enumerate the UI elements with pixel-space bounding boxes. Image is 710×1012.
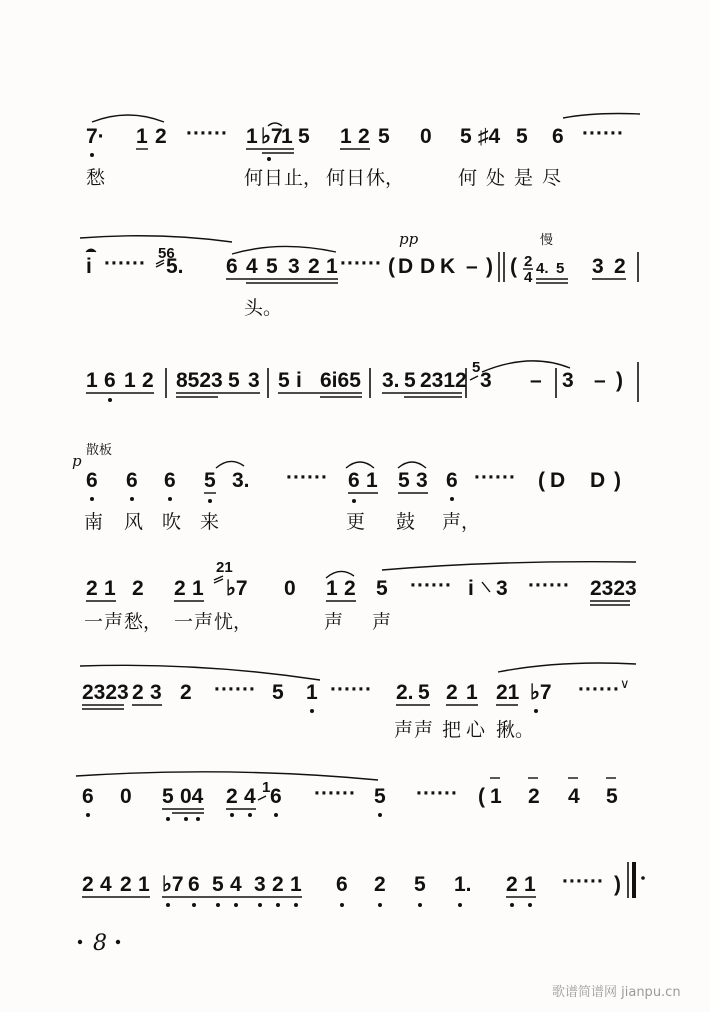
note: 3 <box>562 369 574 392</box>
note: 5 <box>272 681 284 704</box>
note: 6 <box>446 469 458 492</box>
lyric: 头。 <box>244 297 283 319</box>
note: 5 <box>378 125 390 148</box>
note: 2 <box>132 681 144 704</box>
note: 1 <box>326 577 338 600</box>
note: 5. <box>166 255 184 278</box>
note: 6 <box>270 785 282 808</box>
note: ······ <box>474 466 516 489</box>
note: 2 <box>82 873 94 896</box>
note: 6 <box>86 469 98 492</box>
note: 4 <box>246 255 258 278</box>
score-row-5 <box>84 559 637 633</box>
note: 1 <box>340 125 352 148</box>
lyric: 愁 <box>86 167 106 189</box>
note: ( <box>538 469 545 492</box>
dynamic-marking-p: p <box>72 452 82 470</box>
lyric: 何 <box>326 167 346 189</box>
note: 2 <box>226 785 238 808</box>
note: 2 <box>272 873 284 896</box>
note: 2312 <box>420 369 467 392</box>
lyric: 声 <box>394 719 414 741</box>
note: 5 <box>278 369 290 392</box>
lyric: 声 <box>324 611 344 633</box>
note: 5 <box>606 785 618 808</box>
note: ♭7 <box>226 577 248 600</box>
note: 1 <box>246 125 258 148</box>
lyric: 止， <box>284 167 323 189</box>
note: 1 <box>281 125 293 148</box>
note: 1 <box>490 785 502 808</box>
lyric: 一 <box>174 611 194 633</box>
note: 2 <box>308 255 320 278</box>
lyric: 日 <box>346 167 366 189</box>
note: 1 <box>466 681 478 704</box>
note: 21 <box>496 681 520 704</box>
note: ······ <box>582 122 624 145</box>
breath-mark: ∨ <box>620 677 630 692</box>
tempo-marking-slow: 慢 <box>540 233 554 248</box>
note: 3 <box>496 577 508 600</box>
lyric: 愁， <box>124 611 163 633</box>
note: 3 <box>288 255 300 278</box>
lyric: 把 <box>442 719 462 741</box>
note: 6 <box>552 125 564 148</box>
note: 1 <box>326 255 338 278</box>
note: 2 <box>155 125 167 148</box>
note: 5 <box>398 469 410 492</box>
note: 6 <box>82 785 94 808</box>
dynamic-marking-pp: pp <box>399 230 419 248</box>
note: i <box>468 577 474 600</box>
note: 0 <box>420 125 432 148</box>
note: 1 <box>366 469 378 492</box>
lyric: 心 <box>466 719 486 741</box>
lyric: 声 <box>194 611 214 633</box>
score-row-7 <box>76 772 618 821</box>
note: 2 <box>132 577 144 600</box>
note: – <box>594 369 606 392</box>
lyric: 风 <box>124 511 144 533</box>
note: ( <box>510 255 517 278</box>
note: 4. <box>536 260 549 277</box>
note: 2323 <box>590 577 637 600</box>
lyric: 吹 <box>162 511 182 533</box>
note: 1 <box>138 873 150 896</box>
note: ) <box>614 469 621 492</box>
note: D <box>550 469 566 492</box>
note: ······ <box>314 782 356 805</box>
note: 04 <box>180 785 204 808</box>
note: – <box>530 369 542 392</box>
watermark: 歌谱简谱网 jianpu.cn <box>552 985 681 1000</box>
note: 6 <box>348 469 360 492</box>
note: 3 <box>480 369 492 392</box>
lyric: 是 <box>514 167 534 189</box>
note: 3 <box>254 873 266 896</box>
note: 1 <box>524 873 536 896</box>
note: 5 <box>204 469 216 492</box>
note: ( <box>388 255 395 278</box>
score-row-3 <box>86 359 638 402</box>
note: 6 <box>126 469 138 492</box>
note: 2 <box>374 873 386 896</box>
lyric: 日 <box>264 167 284 189</box>
note: 1 <box>86 369 98 392</box>
note: 1 <box>306 681 318 704</box>
note: ······ <box>340 252 382 275</box>
note: 6 <box>164 469 176 492</box>
lyric: 南 <box>84 511 104 533</box>
note: ♭7 <box>162 873 184 896</box>
grace-note: 56 <box>158 245 175 262</box>
note: D <box>590 469 606 492</box>
note: 3. <box>382 369 400 392</box>
lyric: 更 <box>346 511 366 533</box>
note: 5 <box>298 125 310 148</box>
lyric: 来 <box>200 511 220 533</box>
score-row-8 <box>82 862 645 907</box>
note: i <box>86 255 92 278</box>
note: K <box>440 255 456 278</box>
lyric: 声 <box>372 611 392 633</box>
note: 5 <box>374 785 386 808</box>
note: 1. <box>454 873 472 896</box>
note: 3 <box>150 681 162 704</box>
note: 2 <box>142 369 154 392</box>
note: ······ <box>214 678 256 701</box>
note: 5 <box>376 577 388 600</box>
note: 7· <box>86 125 105 148</box>
note: 2 <box>358 125 370 148</box>
time-signature-bottom: 4 <box>524 269 533 286</box>
note: 3 <box>248 369 260 392</box>
note: 1 <box>124 369 136 392</box>
note: ······ <box>286 466 328 489</box>
note: 5 <box>228 369 240 392</box>
note: D <box>420 255 436 278</box>
note: 2 <box>528 785 540 808</box>
note: D <box>398 255 414 278</box>
note: 3 <box>416 469 428 492</box>
note: 5 <box>460 125 472 148</box>
note: 4 <box>100 873 112 896</box>
note: 4 <box>244 785 256 808</box>
note: 2 <box>86 577 98 600</box>
note: 5 <box>414 873 426 896</box>
note: 5 <box>418 681 430 704</box>
lyric: 处 <box>486 167 506 189</box>
note: 6 <box>104 369 116 392</box>
lyric: 何 <box>458 167 478 189</box>
grace-note: 21 <box>216 559 233 576</box>
note: ······ <box>410 574 452 597</box>
lyric: 忧， <box>214 611 253 633</box>
lyric: 声， <box>442 511 481 533</box>
score-row-2 <box>80 230 638 319</box>
tempo-marking-free: 散板 <box>86 443 113 458</box>
note: ( <box>478 785 485 808</box>
note: ) <box>486 255 493 278</box>
note: 2323 <box>82 681 129 704</box>
note: ······ <box>528 574 570 597</box>
note: 1 <box>136 125 148 148</box>
grace-note: 5 <box>472 359 481 376</box>
note: ······ <box>416 782 458 805</box>
note: 2 <box>614 255 626 278</box>
note: ) <box>614 873 621 896</box>
note: 3. <box>232 469 250 492</box>
note: ······ <box>562 870 604 893</box>
lyric: 休， <box>366 167 405 189</box>
page-number: 8 <box>93 931 107 956</box>
note: ♯4 <box>478 125 501 148</box>
score-row-6 <box>80 663 636 741</box>
lyric: 揪。 <box>496 719 535 741</box>
note: 2. <box>396 681 414 704</box>
note: i <box>296 369 302 392</box>
note: ······ <box>330 678 372 701</box>
score-row-4 <box>72 442 621 533</box>
note: 6i65 <box>320 369 361 392</box>
note: 5 <box>266 255 278 278</box>
note: ) <box>616 369 623 392</box>
note: ······ <box>104 252 146 275</box>
lyric: 一 <box>84 611 104 633</box>
note: 5 <box>212 873 224 896</box>
note: 6 <box>188 873 200 896</box>
time-signature-top: 2 <box>524 253 533 270</box>
note: 6 <box>336 873 348 896</box>
note: 3 <box>592 255 604 278</box>
grace-note: 1 <box>262 779 271 796</box>
note: 1 <box>104 577 116 600</box>
note: 0 <box>120 785 132 808</box>
note: 8523 <box>176 369 223 392</box>
note: 5 <box>516 125 528 148</box>
note: ······ <box>186 122 228 145</box>
note: 5 <box>556 260 565 277</box>
lyric: 何 <box>244 167 264 189</box>
note: 6 <box>226 255 238 278</box>
note: 5 <box>404 369 416 392</box>
lyric: 声 <box>104 611 124 633</box>
note: ······ <box>578 678 620 701</box>
note: 5 <box>162 785 174 808</box>
note: 2 <box>174 577 186 600</box>
lyric: 尽 <box>542 167 562 189</box>
note: ♭7 <box>530 681 552 704</box>
lyric: 鼓 <box>396 511 416 533</box>
note: ♭7 <box>261 125 283 148</box>
score-row-1 <box>86 114 640 190</box>
lyric: 声 <box>414 719 434 741</box>
note: 1 <box>192 577 204 600</box>
note: 2 <box>180 681 192 704</box>
note: 2 <box>446 681 458 704</box>
note: 2 <box>344 577 356 600</box>
note: – <box>466 255 478 278</box>
note: 0 <box>284 577 296 600</box>
note: 2 <box>120 873 132 896</box>
note: 1 <box>290 873 302 896</box>
note: 4 <box>568 785 580 808</box>
note: 2 <box>506 873 518 896</box>
note: 4 <box>230 873 242 896</box>
